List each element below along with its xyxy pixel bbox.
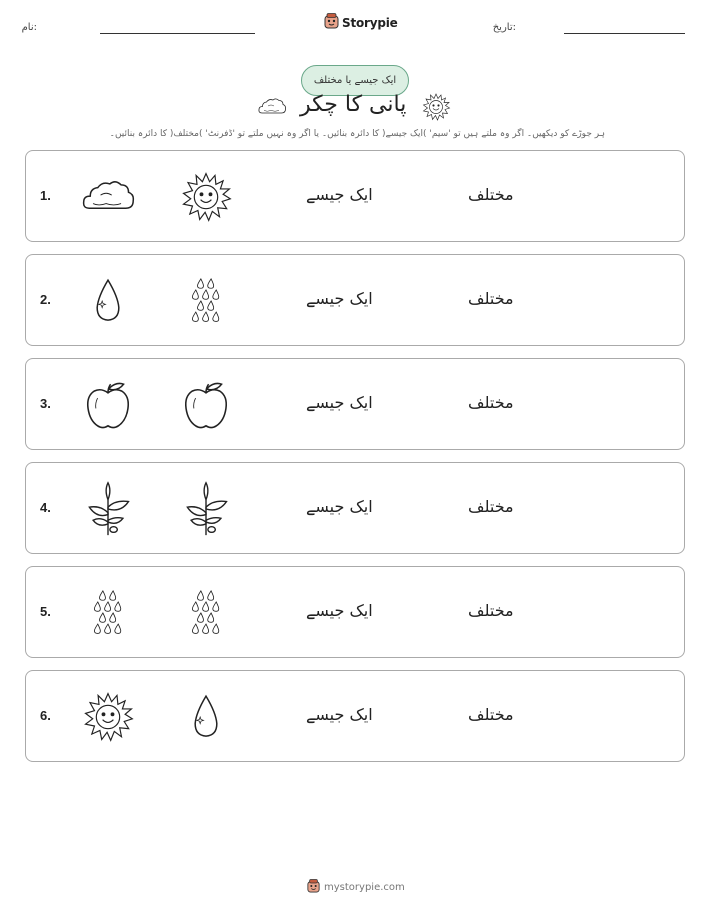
question-number: 2. xyxy=(40,292,51,307)
footer xyxy=(307,879,405,896)
option-same[interactable]: ایک جیسے xyxy=(306,601,373,620)
name-line[interactable] xyxy=(100,33,255,34)
option-different[interactable]: مختلف xyxy=(468,497,514,516)
sun-icon xyxy=(421,92,451,126)
option-different[interactable]: مختلف xyxy=(468,601,514,620)
name-label: نام: xyxy=(21,22,37,33)
question-number: 6. xyxy=(40,708,51,723)
option-same[interactable]: ایک جیسے xyxy=(306,289,373,308)
date-line[interactable] xyxy=(564,33,685,34)
raindrops-icon xyxy=(176,583,236,643)
apple-icon xyxy=(176,375,236,435)
question-number: 1. xyxy=(40,188,51,203)
option-different[interactable]: مختلف xyxy=(468,705,514,724)
option-same[interactable]: ایک جیسے xyxy=(306,393,373,412)
question-number: 5. xyxy=(40,604,51,619)
question-row xyxy=(25,566,685,658)
option-different[interactable]: مختلف xyxy=(468,289,514,308)
raindrops-icon xyxy=(78,583,138,643)
question-row xyxy=(25,462,685,554)
instructions: ہر جوڑے کو دیکھیں۔ اگر وہ ملتے ہیں تو 'سیم' )ایک جیسے( کا دائرہ بنائیں۔ یا اگر وہ نہیں ملتے تو 'ڈفرنٹ' )مختلف( کا دائرہ بنائیں۔ xyxy=(109,129,605,139)
option-same[interactable]: ایک جیسے xyxy=(306,705,373,724)
raindrops-icon xyxy=(176,271,236,331)
water-drop-icon xyxy=(176,687,236,747)
water-drop-icon xyxy=(78,271,138,331)
page-title: پانی کا چکر xyxy=(300,92,407,117)
question-number: 4. xyxy=(40,500,51,515)
footer-website[interactable]: mystorypie.com xyxy=(324,882,405,893)
question-row xyxy=(25,150,685,242)
question-row xyxy=(25,358,685,450)
brand-name: Storypie xyxy=(342,16,398,30)
option-same[interactable]: ایک جیسے xyxy=(306,185,373,204)
date-label: تاریخ: xyxy=(492,22,516,33)
sun-icon xyxy=(78,687,138,747)
option-different[interactable]: مختلف xyxy=(468,393,514,412)
question-row xyxy=(25,254,685,346)
cloud-icon xyxy=(78,167,138,227)
storypie-mascot-icon xyxy=(307,879,320,896)
sun-icon xyxy=(176,167,236,227)
cloud-icon xyxy=(257,97,287,121)
question-row xyxy=(25,670,685,762)
apple-icon xyxy=(78,375,138,435)
question-number: 3. xyxy=(40,396,51,411)
brand-logo xyxy=(324,13,398,33)
option-different[interactable]: مختلف xyxy=(468,185,514,204)
worksheet-type-badge: ایک جیسے یا مختلف xyxy=(301,65,409,96)
plant-icon xyxy=(176,479,236,539)
storypie-mascot-icon xyxy=(324,13,339,33)
plant-icon xyxy=(78,479,138,539)
option-same[interactable]: ایک جیسے xyxy=(306,497,373,516)
